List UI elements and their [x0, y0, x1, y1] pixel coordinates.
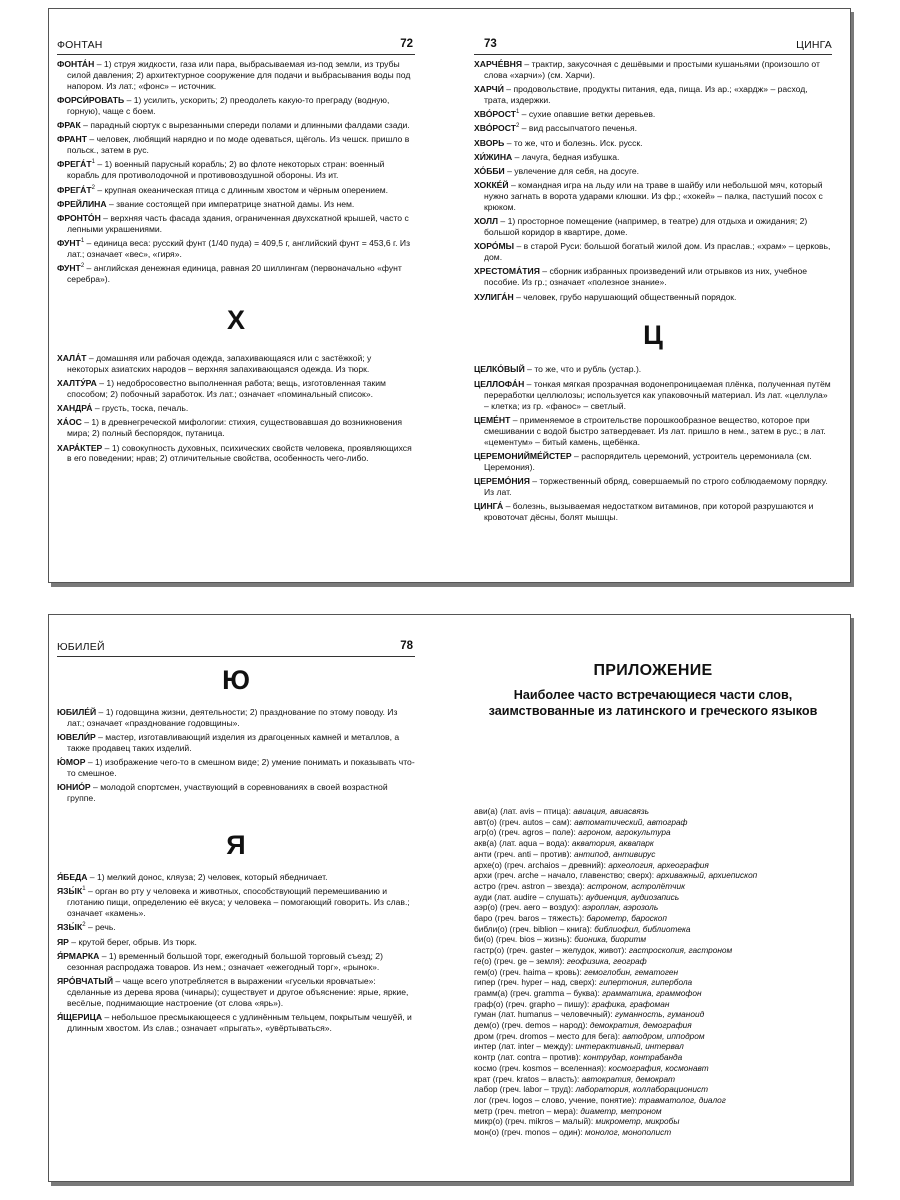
morpheme-examples: диаметр, метроном [580, 1105, 662, 1116]
entry-headword: ФОНТА́Н [57, 59, 95, 69]
dictionary-entry [57, 134, 415, 156]
entry-definition: – распорядитель церемоний, устроитель церемониала (см. Церемония). [484, 450, 812, 472]
entry-group [474, 364, 832, 522]
dictionary-entry [474, 501, 832, 523]
morpheme-examples: графика, графоман [591, 998, 670, 1009]
dictionary-entry [57, 443, 415, 465]
page-number: 78 [400, 640, 413, 652]
dictionary-entry [474, 138, 832, 149]
entry-definition: – 1) изображение чего-то в смешном виде; 2) умение понимать и показывать что-то смешное. [67, 757, 415, 779]
morpheme-examples: астроном, астролётчик [587, 880, 686, 891]
page-73 [474, 9, 832, 582]
homonym-number: 1 [515, 109, 520, 116]
morpheme-examples: геофизика, географ [566, 955, 647, 966]
dictionary-entry [57, 886, 415, 919]
entry-headword: ХА́ОС [57, 417, 82, 428]
dictionary-entry [474, 84, 832, 106]
morpheme-text: библи(о) (греч. biblion – книга): [474, 923, 595, 934]
entry-group [57, 872, 415, 1034]
header-rule [57, 54, 415, 55]
entry-definition: – человек, грубо нарушающий общественный порядок. [513, 291, 737, 302]
entry-definition: – крупная океаническая птица с длинным хвостом и чёрным оперением. [94, 184, 389, 195]
dictionary-entry [474, 59, 832, 81]
morpheme-item [474, 870, 832, 881]
morpheme-text: граф(о) (греч. grapho – пишу): [474, 998, 592, 1009]
entry-definition: – орган во рту у человека и животных, способствующий перемешиванию и глотанию пищи, определению её вкуса; у человека – помогающий говорить. Из слав.; означает «камень». [67, 886, 410, 919]
entry-list [57, 657, 415, 1037]
dictionary-entry [57, 263, 415, 285]
dictionary-entry [474, 109, 832, 120]
entry-headword: ХАРА́КТЕР [57, 442, 103, 453]
entry-headword: ЮВЕЛИ́Р [57, 732, 96, 743]
morpheme-text: архи (греч. arche – начало, главенство; сверх): [474, 870, 657, 881]
dictionary-entry [474, 292, 832, 303]
entry-headword: ХАРЧИ́ [474, 84, 504, 95]
entry-headword: ХВО́РОСТ [474, 123, 516, 134]
entry-headword: ФОРСИ́РОВАТЬ [57, 95, 125, 106]
morpheme-text: гастр(о) (греч. gaster – желудок, живот): [474, 945, 629, 956]
homonym-number: 1 [80, 238, 85, 245]
section-letter: Ю [222, 665, 250, 695]
dictionary-entry [57, 159, 415, 181]
entry-headword: ХВО́РОСТ [474, 109, 516, 120]
morpheme-item [474, 913, 832, 924]
morpheme-examples: автоматический, автограф [574, 816, 688, 827]
dictionary-entry [57, 378, 415, 400]
dictionary-entry [57, 732, 415, 754]
entry-headword: ФРЕГА́Т [57, 159, 92, 170]
dictionary-entry [57, 199, 415, 210]
morpheme-item [474, 1106, 832, 1117]
morpheme-item [474, 956, 832, 967]
entry-headword: ФРОНТО́Н [57, 212, 101, 223]
morpheme-text: авт(о) (греч. autos – сам): [474, 816, 575, 827]
morpheme-examples: гастроскопия, гастроном [628, 945, 733, 956]
morpheme-text: астро (греч. astron – звезда): [474, 880, 588, 891]
dictionary-entry [474, 180, 832, 213]
entry-definition: – продовольствие, продукты питания, еда, пища. Из ар.; «хардж» – расход, трата, издержки. [484, 84, 808, 106]
entry-definition: – небольшое пресмыкающееся с удлинённым тельцем, покрытым чешуёй, и длинным хвостом. Из слав.; означает «прыгать», «увёртываться». [67, 1011, 412, 1033]
entry-definition: – вид рассыпчатого печенья. [519, 123, 638, 134]
morpheme-item [474, 1063, 832, 1074]
entry-headword: ХАЛТУ́РА [57, 378, 97, 389]
entry-definition: – мастер, изготавливающий изделия из драгоценных камней и металлов, а также продавец таких изделий. [67, 732, 400, 754]
dictionary-entry [474, 152, 832, 163]
entry-definition: – 1) временный большой торг, ежегодный большой торговый съезд; 2) сезонная распродажа товаров. Из нем.; означает «ежегодный торг», «рынок». [67, 950, 383, 972]
entry-headword: ХУЛИГА́Н [474, 291, 514, 302]
page-72 [57, 9, 415, 582]
appendix-title: ПРИЛОЖЕНИЕ [593, 662, 713, 679]
entry-headword: ФРЕГА́Т [57, 184, 92, 195]
morpheme-text: лабор (греч. labor – труд): [474, 1084, 576, 1095]
morpheme-item [474, 1020, 832, 1031]
dictionary-entry [57, 95, 415, 117]
morpheme-item [474, 892, 832, 903]
dictionary-entry [57, 976, 415, 1009]
morpheme-item [474, 902, 832, 913]
entry-definition: – торжественный обряд, совершаемый по строго соблюдаемому порядку. Из лат. [484, 475, 828, 497]
entry-definition: – болезнь, вызываемая недостатком витаминов, при которой разрушаются и кровоточат дёсны, болят мышцы. [484, 500, 814, 522]
morpheme-item [474, 1041, 832, 1052]
entry-definition: – английская денежная единица, равная 20 шиллингам (первоначально «фунт серебра»). [67, 263, 402, 285]
morpheme-text: акв(а) (лат. aqua – вода): [474, 838, 572, 849]
entry-headword: ЯР [57, 936, 69, 947]
entry-headword: ХОЛЛ [474, 216, 499, 227]
morpheme-text: мон(о) (греч. monos – один): [474, 1127, 586, 1138]
entry-definition: – 1) в древнегреческой мифологии: стихия, существовавшая до возникновения мира; 2) полный беспорядок, путаница. [67, 417, 403, 439]
morpheme-examples: интерактивный, интервал [575, 1041, 684, 1052]
entry-definition: – сухие опавшие ветки деревьев. [519, 109, 656, 120]
entry-definition: – 1) просторное помещение (например, в театре) для отдыха и ожидания; 2) большой коридор в квартире, доме. [484, 216, 808, 238]
dictionary-entry [57, 238, 415, 260]
entry-definition: – парадный сюртук с вырезанными спереди полами и длинными фалдами сзади. [80, 120, 410, 131]
morpheme-text: гипер (греч. hyper – над, сверх): [474, 977, 600, 988]
entry-headword: ХАЛА́Т [57, 352, 87, 363]
morpheme-text: ави(а) (лат. avis – птица): [474, 806, 574, 816]
entry-headword: ХАНДРА́ [57, 403, 93, 414]
dictionary-entry [57, 951, 415, 973]
entry-headword: ЮБИЛЕ́Й [57, 707, 97, 717]
dictionary-entry [57, 937, 415, 948]
morpheme-examples: авиация, авиасвязь [573, 806, 649, 816]
morpheme-text: лог (греч. logos – слово, учение, понятие): [474, 1094, 639, 1105]
dictionary-entry [57, 353, 415, 375]
dictionary-entry [474, 166, 832, 177]
morpheme-item [474, 945, 832, 956]
entry-headword: ХИ́ЖИНА [474, 151, 513, 162]
morpheme-item [474, 827, 832, 838]
morpheme-text: аэр(о) (греч. aero – воздух): [474, 902, 583, 913]
entry-headword: ЯЗЫ́К [57, 886, 83, 897]
homonym-number: 1 [91, 159, 95, 166]
entry-definition: – то же, что и рубль (устар.). [524, 364, 642, 375]
morpheme-text: ауди (лат. audire – слушать): [474, 891, 586, 902]
morpheme-item [474, 838, 832, 849]
entry-headword: ЦЕМЕ́НТ [474, 414, 511, 425]
section-letter: Я [226, 830, 246, 861]
entry-definition: – командная игра на льду или на траве в шайбу или небольшой мяч, который нужно загнать в ворота ударами клюшки. Из фр.; «хокей» – палка, пастуший посох с крюком. [484, 180, 823, 213]
morpheme-examples: гемоглобин, гематоген [584, 966, 679, 977]
morpheme-item [474, 806, 832, 817]
dictionary-entry [57, 757, 415, 779]
morpheme-text: грамм(а) (греч. gramma – буква): [474, 987, 603, 998]
morpheme-text: крат (греч. kratos – власть): [474, 1073, 582, 1084]
dictionary-entry [57, 1012, 415, 1034]
book-spread-1 [48, 8, 851, 583]
entry-headword: Я́ЩЕРИЦА [57, 1011, 103, 1022]
morpheme-text: анти (греч. anti – против): [474, 848, 574, 859]
homonym-number: 2 [82, 922, 86, 929]
section-letter: Ц [643, 320, 663, 351]
morpheme-text: дем(о) (греч. demos – народ): [474, 1020, 590, 1031]
morpheme-examples: микрометр, микробы [595, 1116, 680, 1127]
homonym-number: 2 [515, 123, 520, 130]
section-letter: Х [226, 304, 245, 335]
entry-definition: – 1) усилить, ускорить; 2) преодолеть какую-то преграду (водную, горную), чаще с боем. [67, 95, 390, 116]
entry-list [57, 59, 415, 468]
page-number: 72 [400, 38, 413, 50]
morpheme-examples: агроном, агрокультура [578, 827, 671, 838]
running-head: ЮБИЛЕЙ [57, 641, 105, 653]
entry-definition: – увлечение для себя, на досуге. [504, 166, 640, 177]
entry-headword: ФУНТ [57, 238, 81, 249]
dictionary-entry [474, 241, 832, 263]
morpheme-item [474, 999, 832, 1010]
morpheme-item [474, 1009, 832, 1020]
morpheme-item [474, 934, 832, 945]
morpheme-examples: контрудар, контрабанда [583, 1052, 683, 1063]
entry-headword: ЯРО́ВЧАТЫЙ [57, 975, 114, 986]
entry-definition: – 1) мелкий донос, кляуза; 2) человек, который ябедничает. [87, 872, 328, 883]
morpheme-examples: лаборатория, коллаборационист [575, 1084, 709, 1095]
dictionary-entry [474, 123, 832, 134]
morpheme-item [474, 924, 832, 935]
dictionary-entry [474, 266, 832, 288]
morpheme-item [474, 849, 832, 860]
dictionary-entry [474, 364, 832, 375]
dictionary-entry [57, 922, 415, 933]
entry-headword: ЦЕРЕМО́НИЯ [474, 475, 530, 486]
entry-list [474, 59, 832, 526]
morpheme-examples: археология, археография [608, 859, 709, 870]
entry-definition: – крутой берег, обрыв. Из тюрк. [68, 936, 197, 947]
morpheme-text: баро (греч. baros – тяжесть): [474, 913, 587, 924]
morpheme-examples: барометр, барoскоп [586, 913, 667, 924]
dictionary-entry [57, 213, 415, 235]
dictionary-entry [57, 782, 415, 804]
dictionary-entry [474, 476, 832, 498]
morpheme-text: метр (греч. metron – мера): [474, 1105, 581, 1116]
morpheme-examples: травматолог, диалог [638, 1094, 726, 1105]
morpheme-text: гем(о) (греч. haima – кровь): [474, 966, 585, 977]
homonym-number: 2 [80, 263, 85, 270]
morpheme-examples: автократия, демократ [581, 1073, 676, 1084]
morpheme-examples: демократия, демография [589, 1020, 692, 1031]
entry-definition: – звание состоящей при императрице знатной дамы. Из нем. [106, 198, 355, 209]
dictionary-entry [474, 379, 832, 412]
dictionary-entry [57, 403, 415, 414]
entry-definition: – сборник избранных произведений или отрывков из них, учебное пособие. Из гр.; означает «полезное знание». [484, 266, 808, 288]
entry-definition: – единица веса: русский фунт (1/40 пуда) = 409,5 г, английский фунт = 453,6 г. Из лат.; означает «вес», «гиря». [67, 238, 411, 259]
morpheme-text: космо (греч. kosmos – вселенная): [474, 1062, 609, 1073]
morpheme-item [474, 1052, 832, 1063]
morpheme-text: интер (лат. inter – между): [474, 1041, 576, 1052]
morpheme-item [474, 817, 832, 828]
book-spread-2 [48, 614, 851, 1182]
entry-definition: – грусть, тоска, печаль. [92, 403, 189, 414]
morpheme-text: архе(о) (греч. archaios – древний): [474, 859, 609, 870]
morpheme-item [474, 1084, 832, 1095]
morpheme-examples: архиважный, архиепископ [656, 870, 758, 881]
morpheme-examples: бионика, биоритм [574, 934, 647, 945]
entry-headword: ФРЕЙЛИНА [57, 198, 107, 209]
morpheme-examples: акватория, аквапарк [571, 838, 654, 849]
morpheme-text: дром (греч. dromos – место для бега): [474, 1030, 623, 1041]
entry-headword: ЦЕРЕМОНИЙМЕ́ЙСТЕР [474, 450, 572, 461]
morpheme-item [474, 1116, 832, 1127]
entry-group [474, 59, 832, 302]
morpheme-text: гуман (лат. humanus – человечный): [474, 1009, 615, 1020]
running-head: ФОНТАН [57, 39, 103, 51]
entry-headword: ХОРО́МЫ [474, 241, 515, 252]
entry-definition: – 1) струя жидкости, газа или пара, выбрасываемая из-под земли, из трубы силой давления; 2) архитектурное сооружение для подачи и выбрасывания воды под напором. Из лат.; «фонс» – источник. [67, 59, 411, 91]
morpheme-text: ге(о) (греч. ge – земля): [474, 955, 567, 966]
morpheme-text: контр (лат. contra – против): [474, 1052, 584, 1063]
entry-definition: – тонкая мягкая прозрачная водонепроницаемая плёнка, полученная путём переработки целлюлозы; используется как упаковочный материал. Из лат. «целлула» – клетка; из гр. «фанос» – светлый. [484, 378, 831, 411]
entry-headword: Я́РМАРКА [57, 950, 100, 961]
entry-definition: – человек, любящий нарядно и по моде одеваться, щёголь. Из чешск. пришло в польск., затем в рус. [67, 134, 410, 156]
entry-definition: – 1) недобросовестно выполненная работа; вещь, изготовленная таким способом; 2) побочный заработок. Из лат.; означает «поминальный список». [67, 378, 386, 399]
entry-definition: – лачуга, бедная избушка. [512, 151, 620, 162]
entry-headword: ХРЕСТОМА́ТИЯ [474, 266, 540, 277]
entry-group [57, 59, 415, 285]
page-78 [57, 615, 415, 1181]
morpheme-examples: монолог, монополист [585, 1127, 672, 1138]
homonym-number: 2 [91, 184, 95, 191]
dictionary-entry [57, 185, 415, 196]
morpheme-text: микр(о) (греч. mikros – малый): [474, 1116, 596, 1127]
morpheme-examples: гуманность, гуманоид [614, 1009, 705, 1020]
appendix-page [474, 615, 832, 1181]
dictionary-entry [57, 120, 415, 131]
appendix-subtitle: Наиболее часто встречающиеся части слов, заимствованные из латинского и греческого языков [488, 688, 818, 718]
entry-definition: – речь. [85, 922, 116, 933]
entry-definition: – то же, что и болезнь. Иск. русск. [504, 137, 643, 148]
morpheme-item [474, 967, 832, 978]
dictionary-entry [57, 872, 415, 883]
morpheme-examples: гипертония, гипербола [599, 977, 693, 988]
entry-group [57, 707, 415, 804]
morpheme-examples: автодром, ипподром [622, 1030, 705, 1041]
morpheme-examples: аудиенция, аудиозапись [585, 891, 680, 902]
morpheme-item [474, 1074, 832, 1085]
entry-definition: – 1) совокупность духовных, психических свойств человека, проявляющихся в его поведении; нрав; 2) отличительные свойства, особенность чего-либо. [67, 442, 412, 464]
entry-headword: Ю́МОР [57, 757, 86, 768]
entry-definition: – 1) годовщина жизни, деятельности; 2) празднование по этому поводу. Из лат.; означает «празднование годовщины». [67, 707, 398, 728]
dictionary-entry [57, 59, 415, 92]
entry-headword: ФРАНТ [57, 134, 87, 145]
morpheme-list [474, 806, 832, 1138]
dictionary-entry [57, 417, 415, 439]
entry-definition: – чаще всего употребляется в выражении «гусельки яровчатые»: сделанные из дерева ярова (чинары); существует и другое объяснение: ярые, яркие, весёлые, поднимающие настроение (от слова «ярь»). [67, 975, 409, 1008]
entry-headword: ЮНИО́Р [57, 782, 91, 793]
entry-definition: – молодой спортсмен, участвующий в соревнованиях в своей возрастной группе. [67, 782, 388, 804]
morpheme-item [474, 860, 832, 871]
morpheme-examples: антипод, антивирус [573, 848, 656, 859]
entry-headword: ФУНТ [57, 263, 81, 274]
dictionary-entry [57, 707, 415, 729]
morpheme-item [474, 1127, 832, 1138]
entry-headword: Я́БЕДА [57, 872, 88, 883]
morpheme-examples: библиофил, библиотека [594, 923, 691, 934]
morpheme-text: агр(о) (греч. agros – поле): [474, 827, 579, 838]
entry-group [57, 353, 415, 464]
morpheme-item [474, 881, 832, 892]
header-rule [474, 54, 832, 55]
entry-headword: ФРАК [57, 120, 81, 131]
morpheme-examples: грамматика, граммофон [602, 987, 702, 998]
morpheme-item [474, 988, 832, 999]
entry-headword: ХО́ББИ [474, 166, 505, 177]
morpheme-item [474, 977, 832, 988]
morpheme-item [474, 1095, 832, 1106]
morpheme-examples: космография, космонавт [608, 1062, 709, 1073]
entry-definition: – трактир, закусочная с дешёвыми и простыми кушаньями (произошло от слова «харчи») (см. Харчи). [484, 59, 820, 80]
dictionary-entry [474, 216, 832, 238]
entry-definition: – 1) военный парусный корабль; 2) во флоте некоторых стран: военный корабль для противолодочной и противовоздушной обороны. Из ит. [67, 159, 385, 181]
homonym-number: 1 [82, 886, 86, 893]
entry-headword: ЦИНГА́ [474, 500, 504, 511]
entry-definition: – применяемое в строительстве порошкообразное вещество, которое при смешивании с водой быстро затвердевает. Из лат. пришло в нем., затем в рус.; в лат. «цементум» – битый камень, щебёнка. [484, 414, 826, 447]
dictionary-entry [474, 451, 832, 473]
morpheme-text: би(о) (греч. bios – жизнь): [474, 934, 575, 945]
entry-headword: ХВОРЬ [474, 137, 505, 148]
entry-definition: – домашняя или рабочая одежда, запахивающаяся или с застёжкой; у некоторых азиатских народов – верхняя запахивающаяся одежда. Из тюрк. [67, 352, 372, 374]
entry-headword: ЦЕЛКО́ВЫЙ [474, 364, 525, 375]
entry-headword: ХАРЧЕ́ВНЯ [474, 59, 523, 69]
entry-definition: – верхняя часть фасада здания, ограниченная двухскатной крышей, часто с лепными украшениями. [67, 212, 409, 234]
entry-headword: ЯЗЫ́К [57, 922, 83, 933]
dictionary-entry [474, 415, 832, 448]
entry-headword: ЦЕЛЛОФА́Н [474, 378, 525, 389]
morpheme-examples: аэроплан, аэрозоль [582, 902, 659, 913]
page-number: 73 [484, 38, 497, 50]
morpheme-item [474, 1031, 832, 1042]
entry-definition: – в старой Руси: большой богатый жилой дом. Из праслав.; «храм» – церковь, дом. [484, 241, 831, 263]
running-head: ЦИНГА [796, 39, 832, 51]
entry-headword: ХОККЕ́Й [474, 180, 509, 191]
